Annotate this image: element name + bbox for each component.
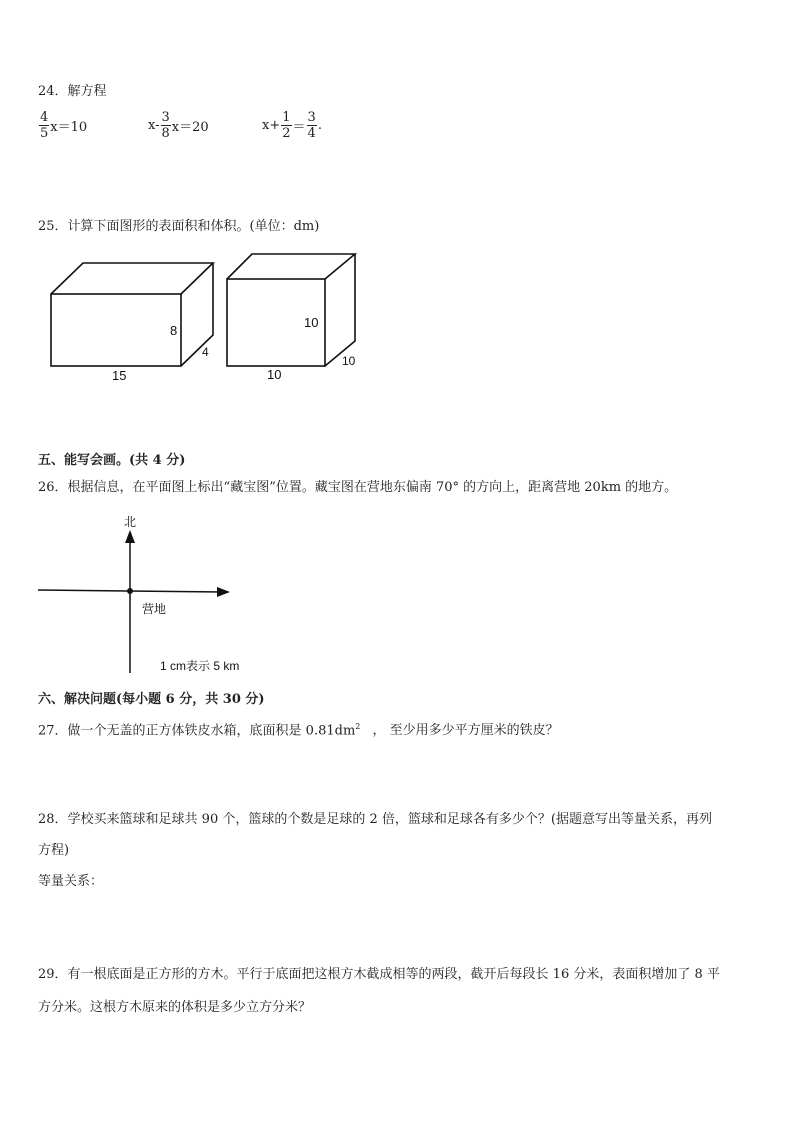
cuboid-height-label: 8 bbox=[170, 323, 178, 338]
cube-height-label: 10 bbox=[304, 315, 319, 330]
numerator: 1 bbox=[282, 110, 291, 125]
cuboid-depth-label: 4 bbox=[202, 345, 209, 359]
q27-text bbox=[38, 717, 559, 741]
section-5-heading: 五、能写会画。(共 4 分) bbox=[38, 453, 186, 468]
equation-rest: x＝10 bbox=[50, 120, 88, 135]
denominator: 5 bbox=[40, 126, 49, 141]
q29-line-2: 方分米。这根方木原来的体积是多少立方分米？ bbox=[38, 1000, 312, 1015]
numerator: 3 bbox=[307, 110, 316, 125]
numerator: 4 bbox=[40, 110, 49, 125]
equation-rest: x＝20 bbox=[171, 120, 209, 135]
cube-figure bbox=[227, 254, 355, 366]
denominator: 2 bbox=[282, 126, 291, 141]
q28-line-3: 等量关系： bbox=[38, 874, 104, 889]
equation-prefix: x+ bbox=[262, 118, 281, 133]
north-arrow-icon bbox=[125, 530, 135, 543]
cube-side-face bbox=[325, 254, 355, 366]
equation-end: . bbox=[317, 118, 322, 133]
cube-length-label: 10 bbox=[267, 367, 282, 382]
scale-label: 1 cm表示 5 km bbox=[160, 659, 240, 673]
camp-label: 营地 bbox=[142, 602, 167, 616]
camp-point bbox=[127, 588, 133, 594]
numerator: 3 bbox=[161, 110, 170, 125]
cuboid-top-face bbox=[51, 263, 213, 294]
q27-tail: ， 至少用多少平方厘米的铁皮？ bbox=[372, 723, 559, 739]
equation-prefix: x- bbox=[148, 118, 160, 133]
denominator: 8 bbox=[161, 126, 170, 141]
q28-line-1: 28．学校买来篮球和足球共 90 个，篮球的个数是足球的 2 倍，篮球和足球各有多少个？(据题意写出等量关系，再列 bbox=[38, 812, 712, 827]
cuboid-figure bbox=[51, 263, 213, 366]
q25-title: 25．计算下面图形的表面积和体积。(单位：dm) bbox=[38, 219, 320, 234]
denominator: 4 bbox=[307, 126, 316, 141]
equation-mid: ＝ bbox=[292, 120, 306, 135]
east-arrow-icon bbox=[217, 587, 230, 597]
q24-title: 24．解方程 bbox=[38, 84, 107, 99]
section-6-heading: 六、解决问题(每小题 6 分，共 30 分) bbox=[38, 692, 265, 707]
q28-line-2: 方程) bbox=[38, 843, 70, 858]
cuboid-front-face bbox=[51, 294, 181, 366]
cube-depth-label: 10 bbox=[342, 354, 356, 368]
q27-main: 27．做一个无盖的正方体铁皮水箱，底面积是 0.81dm bbox=[38, 723, 356, 739]
cuboid-length-label: 15 bbox=[112, 368, 127, 383]
north-label: 北 bbox=[124, 515, 137, 529]
q26-title: 26．根据信息，在平面图上标出“藏宝图”位置。藏宝图在营地东偏南 70° 的方向上，距离营地 20km 的地方。 bbox=[38, 480, 678, 495]
cube-top-face bbox=[227, 254, 355, 279]
plane-map bbox=[38, 538, 223, 673]
q27-superscript: 2 bbox=[355, 722, 361, 731]
q29-line-1: 29．有一根底面是正方形的方木。平行于底面把这根方木截成相等的两段，截开后每段长 16 分米，表面积增加了 8 平 bbox=[38, 967, 720, 982]
